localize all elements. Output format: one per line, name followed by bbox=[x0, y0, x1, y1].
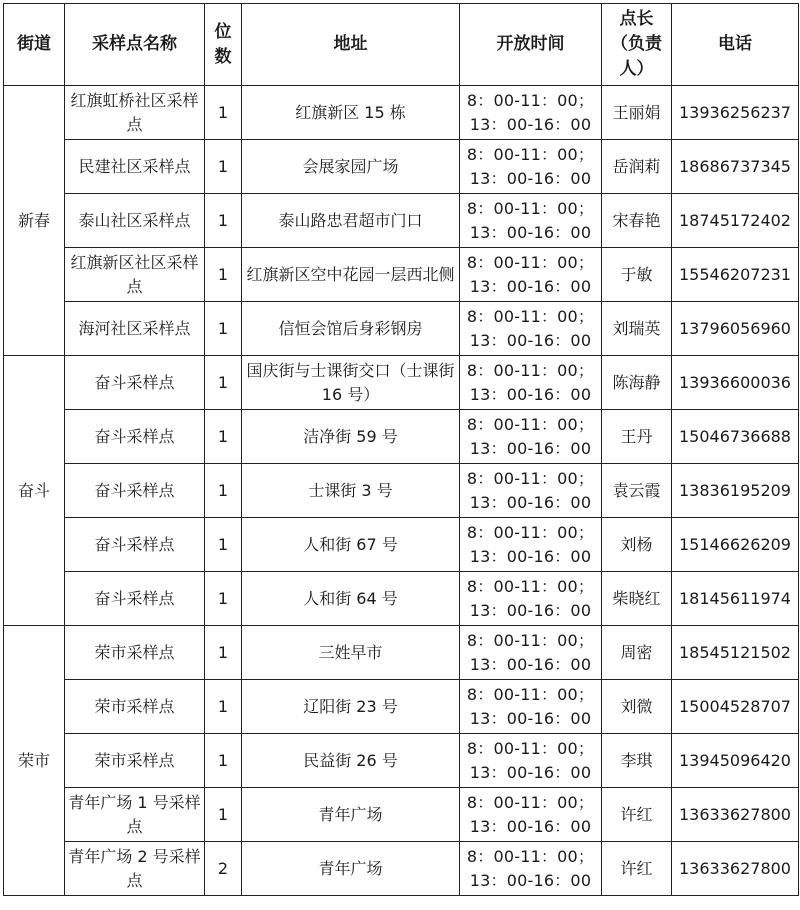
address-cell: 会展家园广场 bbox=[242, 140, 460, 194]
table-row bbox=[4, 302, 799, 356]
table-row bbox=[4, 842, 799, 896]
site-name-cell: 奋斗采样点 bbox=[65, 518, 205, 572]
table-row bbox=[4, 518, 799, 572]
table-row bbox=[4, 356, 799, 410]
hours-morning: 8：00-11：00； bbox=[466, 792, 595, 812]
hours-afternoon: 13：00-16：00 bbox=[469, 492, 592, 512]
hours-morning: 8：00-11：00； bbox=[466, 198, 595, 218]
hours-afternoon: 13：00-16：00 bbox=[469, 438, 592, 458]
lead-cell: 宋春艳 bbox=[602, 194, 672, 248]
address-cell: 红旗新区 15 栋 bbox=[242, 86, 460, 140]
phone-cell: 15004528707 bbox=[672, 680, 799, 734]
table-row bbox=[4, 194, 799, 248]
phone-cell: 18145611974 bbox=[672, 572, 799, 626]
address-cell: 士课街 3 号 bbox=[242, 464, 460, 518]
lead-cell: 于敏 bbox=[602, 248, 672, 302]
slots-cell: 1 bbox=[205, 734, 242, 788]
hours-cell bbox=[460, 410, 602, 464]
slots-cell: 1 bbox=[205, 302, 242, 356]
phone-cell: 13836195209 bbox=[672, 464, 799, 518]
hours-morning: 8：00-11：00； bbox=[466, 738, 595, 758]
hours-morning: 8：00-11：00； bbox=[466, 684, 595, 704]
lead-cell: 刘杨 bbox=[602, 518, 672, 572]
hours-afternoon: 13：00-16：00 bbox=[469, 600, 592, 620]
site-name-cell: 海河社区采样点 bbox=[65, 302, 205, 356]
hours-afternoon: 13：00-16：00 bbox=[469, 330, 592, 350]
table-row bbox=[4, 734, 799, 788]
phone-cell: 13936600036 bbox=[672, 356, 799, 410]
address-cell: 人和街 64 号 bbox=[242, 572, 460, 626]
site-name-cell: 奋斗采样点 bbox=[65, 464, 205, 518]
hours-cell bbox=[460, 248, 602, 302]
address-cell: 青年广场 bbox=[242, 842, 460, 896]
hours-morning: 8：00-11：00； bbox=[466, 144, 595, 164]
hours-cell bbox=[460, 734, 602, 788]
table-row bbox=[4, 140, 799, 194]
slots-cell: 1 bbox=[205, 680, 242, 734]
hours-morning: 8：00-11：00； bbox=[466, 360, 595, 380]
lead-cell: 周密 bbox=[602, 626, 672, 680]
sampling-sites-table bbox=[3, 3, 799, 896]
hours-afternoon: 13：00-16：00 bbox=[469, 222, 592, 242]
lead-cell: 柴晓红 bbox=[602, 572, 672, 626]
hours-cell bbox=[460, 140, 602, 194]
hours-morning: 8：00-11：00； bbox=[466, 630, 595, 650]
lead-cell: 许红 bbox=[602, 842, 672, 896]
slots-cell: 1 bbox=[205, 194, 242, 248]
hours-cell bbox=[460, 788, 602, 842]
address-cell: 民益街 26 号 bbox=[242, 734, 460, 788]
street-cell: 荣市 bbox=[4, 626, 65, 896]
street-cell: 新春 bbox=[4, 86, 65, 356]
site-name-cell: 青年广场 2 号采样点 bbox=[65, 842, 205, 896]
address-cell: 青年广场 bbox=[242, 788, 460, 842]
site-name-cell: 红旗虹桥社区采样点 bbox=[65, 86, 205, 140]
table-row bbox=[4, 248, 799, 302]
header-slots: 位数 bbox=[205, 4, 242, 86]
header-street: 街道 bbox=[4, 4, 65, 86]
site-name-cell: 荣市采样点 bbox=[65, 680, 205, 734]
table-row bbox=[4, 410, 799, 464]
slots-cell: 1 bbox=[205, 356, 242, 410]
slots-cell: 1 bbox=[205, 518, 242, 572]
hours-morning: 8：00-11：00； bbox=[466, 252, 595, 272]
hours-afternoon: 13：00-16：00 bbox=[469, 762, 592, 782]
hours-cell bbox=[460, 302, 602, 356]
slots-cell: 1 bbox=[205, 86, 242, 140]
lead-cell: 许红 bbox=[602, 788, 672, 842]
hours-cell bbox=[460, 464, 602, 518]
hours-morning: 8：00-11：00； bbox=[466, 522, 595, 542]
site-name-cell: 荣市采样点 bbox=[65, 734, 205, 788]
site-name-cell: 奋斗采样点 bbox=[65, 410, 205, 464]
hours-cell bbox=[460, 626, 602, 680]
hours-cell bbox=[460, 572, 602, 626]
lead-cell: 刘微 bbox=[602, 680, 672, 734]
hours-afternoon: 13：00-16：00 bbox=[469, 654, 592, 674]
slots-cell: 2 bbox=[205, 842, 242, 896]
slots-cell: 1 bbox=[205, 788, 242, 842]
header-lead: 点长（负责人） bbox=[602, 4, 672, 86]
phone-cell: 15546207231 bbox=[672, 248, 799, 302]
address-cell: 人和街 67 号 bbox=[242, 518, 460, 572]
hours-cell bbox=[460, 356, 602, 410]
phone-cell: 13936256237 bbox=[672, 86, 799, 140]
hours-morning: 8：00-11：00； bbox=[466, 576, 595, 596]
site-name-cell: 奋斗采样点 bbox=[65, 572, 205, 626]
phone-cell: 15146626209 bbox=[672, 518, 799, 572]
site-name-cell: 民建社区采样点 bbox=[65, 140, 205, 194]
phone-cell: 18745172402 bbox=[672, 194, 799, 248]
lead-cell: 王丽娟 bbox=[602, 86, 672, 140]
lead-cell: 王丹 bbox=[602, 410, 672, 464]
lead-cell: 刘瑞英 bbox=[602, 302, 672, 356]
address-cell: 洁净街 59 号 bbox=[242, 410, 460, 464]
phone-cell: 13945096420 bbox=[672, 734, 799, 788]
table-row bbox=[4, 464, 799, 518]
address-cell: 信恒会馆后身彩钢房 bbox=[242, 302, 460, 356]
hours-afternoon: 13：00-16：00 bbox=[469, 114, 592, 134]
site-name-cell: 荣市采样点 bbox=[65, 626, 205, 680]
slots-cell: 1 bbox=[205, 626, 242, 680]
header-hours: 开放时间 bbox=[460, 4, 602, 86]
table-row bbox=[4, 626, 799, 680]
slots-cell: 1 bbox=[205, 140, 242, 194]
hours-afternoon: 13：00-16：00 bbox=[469, 870, 592, 890]
hours-afternoon: 13：00-16：00 bbox=[469, 168, 592, 188]
address-cell: 三姓早市 bbox=[242, 626, 460, 680]
address-cell: 泰山路忠君超市门口 bbox=[242, 194, 460, 248]
lead-cell: 岳润莉 bbox=[602, 140, 672, 194]
lead-cell: 袁云霞 bbox=[602, 464, 672, 518]
address-cell: 辽阳街 23 号 bbox=[242, 680, 460, 734]
phone-cell: 13633627800 bbox=[672, 788, 799, 842]
hours-cell bbox=[460, 518, 602, 572]
site-name-cell: 泰山社区采样点 bbox=[65, 194, 205, 248]
hours-afternoon: 13：00-16：00 bbox=[469, 708, 592, 728]
hours-afternoon: 13：00-16：00 bbox=[469, 546, 592, 566]
site-name-cell: 红旗新区社区采样点 bbox=[65, 248, 205, 302]
header-address: 地址 bbox=[242, 4, 460, 86]
hours-morning: 8：00-11：00； bbox=[466, 468, 595, 488]
table-row bbox=[4, 86, 799, 140]
header-site: 采样点名称 bbox=[65, 4, 205, 86]
hours-cell bbox=[460, 842, 602, 896]
header-row bbox=[4, 4, 799, 86]
hours-cell bbox=[460, 194, 602, 248]
table-row bbox=[4, 788, 799, 842]
hours-cell bbox=[460, 86, 602, 140]
hours-morning: 8：00-11：00； bbox=[466, 306, 595, 326]
hours-afternoon: 13：00-16：00 bbox=[469, 276, 592, 296]
header-phone: 电话 bbox=[672, 4, 799, 86]
site-name-cell: 青年广场 1 号采样点 bbox=[65, 788, 205, 842]
lead-cell: 李琪 bbox=[602, 734, 672, 788]
street-cell: 奋斗 bbox=[4, 356, 65, 626]
hours-morning: 8：00-11：00； bbox=[466, 846, 595, 866]
slots-cell: 1 bbox=[205, 572, 242, 626]
hours-afternoon: 13：00-16：00 bbox=[469, 816, 592, 836]
hours-afternoon: 13：00-16：00 bbox=[469, 384, 592, 404]
address-cell: 国庆街与士课街交口（士课街 16 号） bbox=[242, 356, 460, 410]
slots-cell: 1 bbox=[205, 248, 242, 302]
hours-morning: 8：00-11：00； bbox=[466, 414, 595, 434]
slots-cell: 1 bbox=[205, 410, 242, 464]
hours-morning: 8：00-11：00； bbox=[466, 90, 595, 110]
phone-cell: 13633627800 bbox=[672, 842, 799, 896]
site-name-cell: 奋斗采样点 bbox=[65, 356, 205, 410]
table-row bbox=[4, 680, 799, 734]
hours-cell bbox=[460, 680, 602, 734]
table-row bbox=[4, 572, 799, 626]
phone-cell: 15046736688 bbox=[672, 410, 799, 464]
lead-cell: 陈海静 bbox=[602, 356, 672, 410]
phone-cell: 18545121502 bbox=[672, 626, 799, 680]
phone-cell: 13796056960 bbox=[672, 302, 799, 356]
address-cell: 红旗新区空中花园一层西北侧 bbox=[242, 248, 460, 302]
phone-cell: 18686737345 bbox=[672, 140, 799, 194]
slots-cell: 1 bbox=[205, 464, 242, 518]
